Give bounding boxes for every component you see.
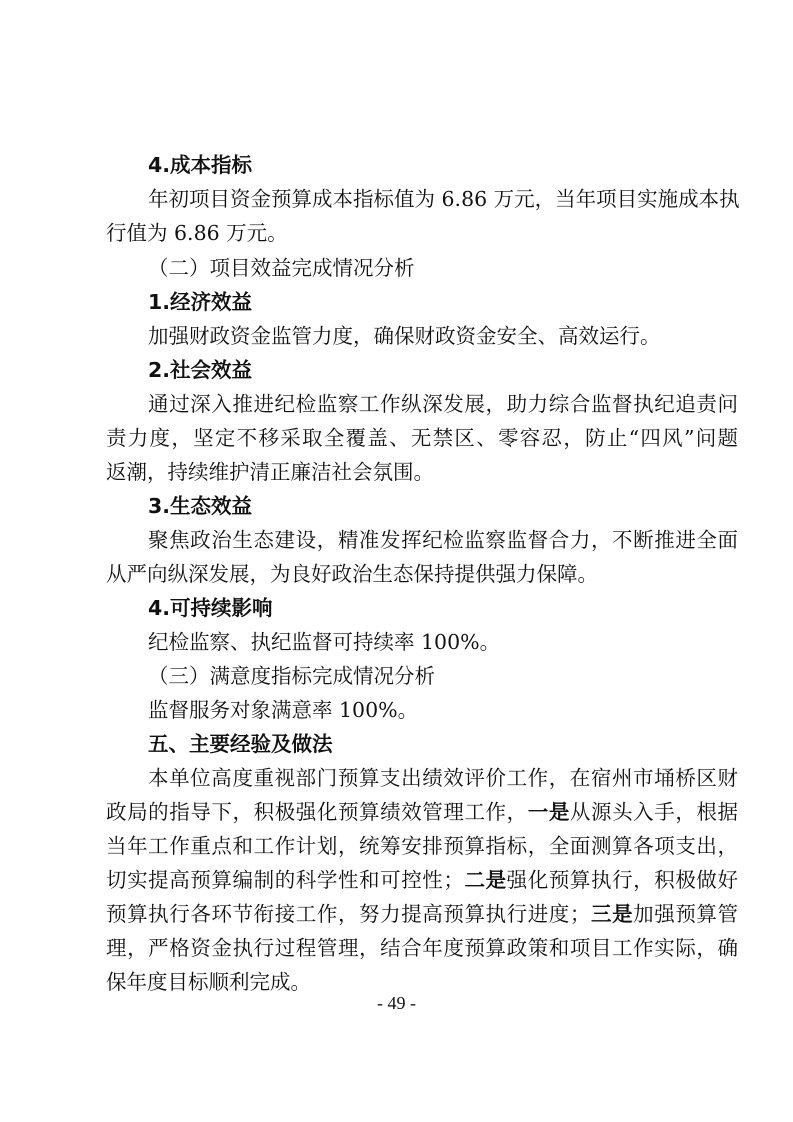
heading-cost-indicator: 4.成本指标 bbox=[148, 153, 253, 177]
experience-text: 政局的指导下，积极强化预算绩效管理工作， bbox=[106, 800, 528, 824]
experience-text: 从源头入手，根据 bbox=[569, 800, 739, 824]
heading-main-experience: 五、主要经验及做法 bbox=[148, 732, 333, 756]
paragraph-experience-line-2 bbox=[106, 797, 738, 827]
section-benefit-analysis: （二）项目效益完成情况分析 bbox=[148, 256, 415, 280]
paragraph-ecological-line-1: 聚焦政治生态建设，精准发挥纪检监察监督合力，不断推进全面 bbox=[148, 528, 738, 552]
paragraph-sustainable-impact: 纪检监察、执纪监督可持续率 100%。 bbox=[148, 630, 501, 654]
page-number: - 49 - bbox=[377, 993, 416, 1013]
experience-text: 加强预算管 bbox=[633, 902, 739, 926]
paragraph-experience-line-3: 当年工作重点和工作计划，统筹安排预算指标，全面测算各项支出， bbox=[106, 834, 738, 858]
experience-text: 切实提高预算编制的科学性和可控性； bbox=[106, 868, 464, 892]
heading-sustainable-impact: 4.可持续影响 bbox=[148, 596, 273, 620]
heading-economic-benefit: 1.经济效益 bbox=[148, 290, 253, 314]
paragraph-social-line-1: 通过深入推进纪检监察工作纵深发展，助力综合监督执纪追责问 bbox=[148, 392, 738, 416]
experience-keyword-first: 一是 bbox=[527, 800, 570, 824]
paragraph-ecological-line-2: 从严向纵深发展，为良好政治生态保持提供强力保障。 bbox=[106, 562, 598, 586]
experience-keyword-second: 二是 bbox=[463, 868, 507, 892]
heading-social-benefit: 2.社会效益 bbox=[148, 358, 253, 382]
experience-text: 预算执行各环节衔接工作，努力提高预算执行进度； bbox=[106, 902, 591, 926]
paragraph-experience-line-1: 本单位高度重视部门预算支出绩效评价工作，在宿州市埇桥区财 bbox=[148, 766, 738, 790]
paragraph-social-line-3: 返潮，持续维护清正廉洁社会氛围。 bbox=[106, 460, 434, 484]
paragraph-cost-line-2: 行值为 6.86 万元。 bbox=[106, 221, 288, 245]
paragraph-economic-benefit: 加强财政资金监管力度，确保财政资金安全、高效运行。 bbox=[148, 324, 661, 348]
experience-text: 强化预算执行，积极做好 bbox=[506, 868, 739, 892]
paragraph-experience-line-4 bbox=[106, 865, 738, 895]
heading-ecological-benefit: 3.生态效益 bbox=[148, 494, 253, 518]
section-satisfaction-analysis: （三）满意度指标完成情况分析 bbox=[148, 664, 435, 688]
paragraph-experience-line-7: 保年度目标顺利完成。 bbox=[106, 970, 311, 994]
paragraph-cost-line-1: 年初项目资金预算成本指标值为 6.86 万元，当年项目实施成本执 bbox=[148, 187, 740, 211]
paragraph-social-line-2: 责力度，坚定不移采取全覆盖、无禁区、零容忍，防止“四风”问题 bbox=[106, 426, 738, 450]
paragraph-experience-line-5 bbox=[106, 899, 738, 929]
paragraph-experience-line-6: 理，严格资金执行过程管理，结合年度预算政策和项目工作实际，确 bbox=[106, 936, 738, 960]
experience-keyword-third: 三是 bbox=[590, 902, 634, 926]
paragraph-satisfaction: 监督服务对象满意率 100%。 bbox=[148, 698, 419, 722]
